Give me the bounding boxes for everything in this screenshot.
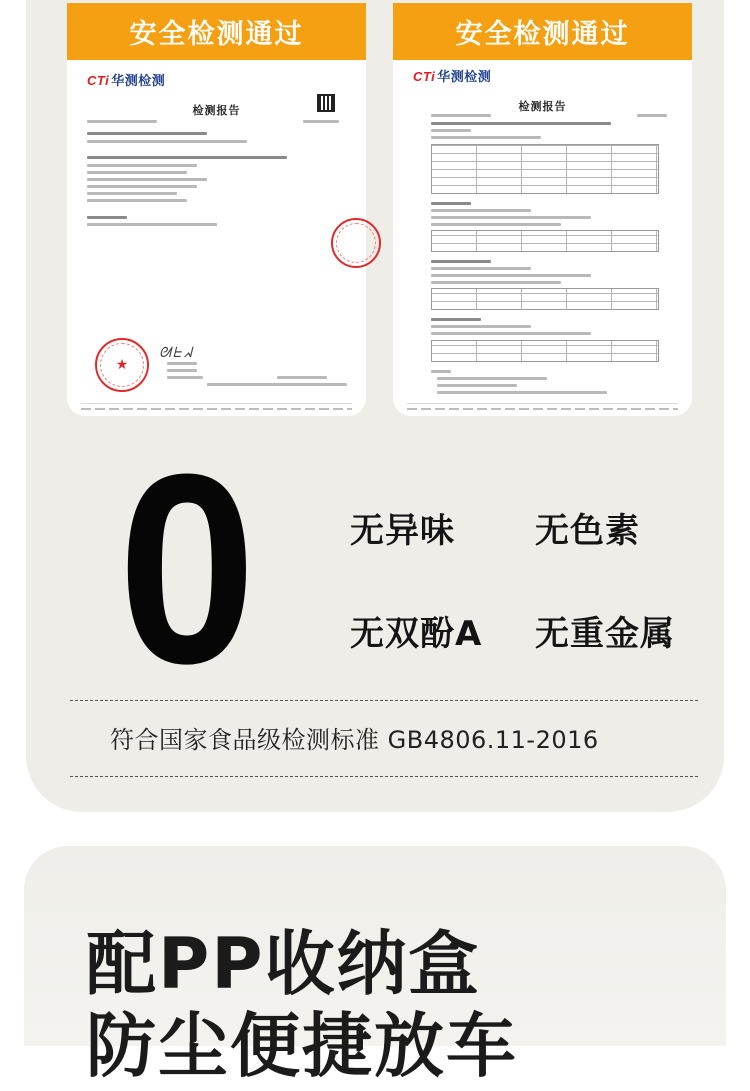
test-result-table (431, 288, 659, 310)
inspection-seal-stamp (331, 218, 381, 268)
test-result-table (431, 230, 659, 252)
certificate-document (67, 60, 366, 416)
headline-line-2: 防尘便捷放车 (86, 1005, 518, 1087)
claim-no-pigment: 无色素 (535, 511, 640, 551)
test-certificate-left (67, 3, 366, 416)
company-seal-stamp: ★ (95, 338, 149, 392)
test-result-table (431, 144, 659, 194)
test-result-table (431, 340, 659, 362)
zero-number: 0 (118, 419, 257, 720)
claim-no-bpa: 无双酚A (350, 614, 483, 654)
certificate-header: 安全检测通过 (393, 3, 692, 60)
signature-image: ᘛᖶᖽ (159, 345, 194, 361)
food-grade-standard-text: 符合国家食品级检测标准 GB4806.11-2016 (110, 726, 599, 754)
divider-bottom (70, 776, 698, 777)
certificate-header: 安全检测通过 (67, 3, 366, 60)
claim-no-heavy-metal: 无重金属 (535, 614, 675, 654)
divider-top (70, 700, 698, 701)
report-title: 检测报告 (518, 100, 567, 113)
cti-logo: CTi 华测检测 (87, 73, 166, 88)
report-title: 检测报告 (192, 104, 241, 117)
headline-line-1: 配PP收纳盒 (86, 923, 481, 1005)
cti-logo: CTi 华测检测 (413, 69, 492, 84)
qr-code-icon (317, 94, 335, 112)
certificate-document (393, 60, 692, 416)
test-certificate-right (393, 3, 692, 416)
claim-no-odor: 无异味 (350, 511, 455, 551)
